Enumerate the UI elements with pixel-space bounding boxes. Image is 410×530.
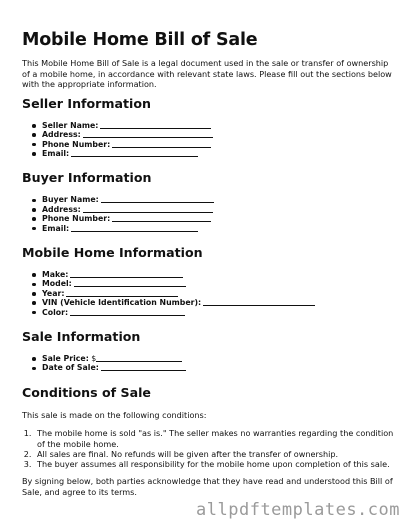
model-blank[interactable] — [74, 279, 186, 287]
condition-item: 2. All sales are final. No refunds will be given after the transfer of ownership. — [34, 449, 394, 459]
seller-email-blank[interactable] — [71, 149, 198, 157]
conditions-list — [34, 428, 394, 469]
condition-item: 3. The buyer assumes all responsibility for the mobile home upon completion of this sale. — [34, 459, 394, 469]
seller-fields — [30, 121, 394, 159]
conditions-section-heading: Conditions of Sale — [22, 384, 151, 400]
mobile-home-fields — [30, 270, 394, 317]
bill-of-sale-document — [22, 30, 394, 497]
seller-email-field: Email: — [30, 149, 394, 158]
buyer-section-heading: Buyer Information — [22, 170, 152, 186]
currency-symbol: $ — [91, 354, 97, 364]
seller-address-blank[interactable] — [83, 130, 213, 138]
seller-phone-blank[interactable] — [112, 140, 211, 148]
closing-statement: By signing below, both parties acknowledge that they have read and understood this Bill of Sale, and agree to its terms. — [22, 476, 393, 497]
buyer-address-blank[interactable] — [83, 205, 213, 213]
document-title: Mobile Home Bill of Sale — [22, 30, 258, 50]
year-blank[interactable] — [66, 289, 178, 297]
date-of-sale-field: Date of Sale: — [30, 363, 394, 372]
buyer-email-blank[interactable] — [71, 224, 198, 232]
mobile-home-section-heading: Mobile Home Information — [22, 245, 203, 261]
site-watermark: allpdftemplates.com — [196, 500, 400, 520]
buyer-phone-field: Phone Number: — [30, 214, 394, 223]
document-intro: This Mobile Home Bill of Sale is a legal document used in the sale or transfer of ownership of a mobile home, in accordance with relevant state laws. Please fill out the sections below with the appropriate information. — [22, 58, 392, 90]
model-field: Model: — [30, 279, 394, 288]
conditions-intro: This sale is made on the following conditions: — [22, 409, 207, 420]
sale-price-field: Sale Price: $ — [30, 354, 394, 363]
seller-name-field: Seller Name: — [30, 121, 394, 130]
seller-phone-field: Phone Number: — [30, 140, 394, 149]
buyer-email-field: Email: — [30, 224, 394, 233]
vin-field: VIN (Vehicle Identification Number): — [30, 298, 394, 307]
buyer-fields — [30, 195, 394, 233]
sale-fields — [30, 354, 394, 373]
buyer-name-blank[interactable] — [101, 195, 214, 203]
sale-price-blank[interactable] — [96, 354, 182, 362]
buyer-address-field: Address: — [30, 205, 394, 214]
vin-blank[interactable] — [203, 298, 315, 306]
year-field: Year: — [30, 289, 394, 298]
buyer-name-field: Buyer Name: — [30, 195, 394, 204]
buyer-phone-blank[interactable] — [112, 214, 211, 222]
color-field: Color: — [30, 308, 394, 317]
seller-address-field: Address: — [30, 130, 394, 139]
make-field: Make: — [30, 270, 394, 279]
seller-name-blank[interactable] — [100, 121, 211, 129]
sale-section-heading: Sale Information — [22, 329, 141, 345]
condition-item: 1. The mobile home is sold "as is." The seller makes no warranties regarding the condition of the mobile home. — [34, 428, 394, 448]
date-of-sale-blank[interactable] — [101, 363, 186, 371]
seller-section-heading: Seller Information — [22, 95, 151, 111]
make-blank[interactable] — [70, 270, 183, 278]
color-blank[interactable] — [70, 308, 185, 316]
